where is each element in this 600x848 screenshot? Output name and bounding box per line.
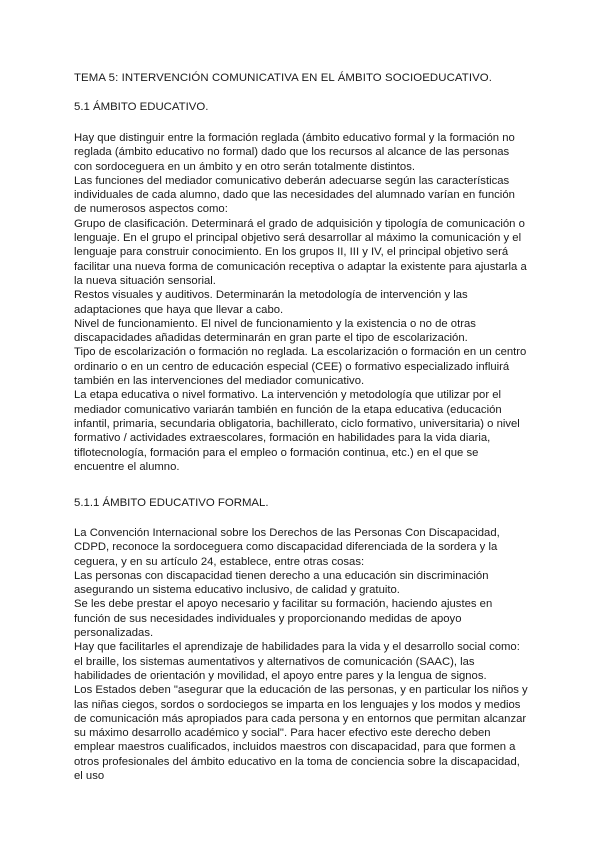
paragraph: Los Estados deben "asegurar que la educación de las personas, y en particular los niños y las niñas ciegos, sordos o sordociegos se imparta en los lenguajes y los modos y medios de comunicación más apropiados para cada persona y en entornos que permitan alcanzar su máximo desarrollo académico y social". Para hacer efectivo este derecho deben emplear maestros cualificados, incluidos maestros con discapacidad, para que formen a otros profesionales del ámbito educativo en la toma de conciencia sobre la discapacidad, el uso xyxy=(74,684,528,783)
paragraph: Tipo de escolarización o formación no reglada. La escolarización o formación en un centro ordinario o en un centro de educación especial (CEE) o formativo especializado influirá también en las intervenciones del mediador comunicativo. xyxy=(74,346,527,388)
paragraph: Nivel de funcionamiento. El nivel de funcionamiento y la existencia o no de otras discapacidades añadidas determinarán en gran parte el tipo de escolarización. xyxy=(74,317,476,345)
paragraph: La etapa educativa o nivel formativo. La intervención y metodología que utilizar por el mediador comunicativo variarán también en función de la etapa educativa (educación infantil, primaria, secundaria obligatoria, bachillerato, ciclo formativo, universitaria) o nivel formativo / actividades extraescolares, formación en habilidades para la vida diaria, tiflotecnología, formación para el empleo o formación continua, etc.) en el que se encuentre el alumno. xyxy=(74,389,520,473)
section-heading-2: 5.1.1 ÁMBITO EDUCATIVO FORMAL. xyxy=(74,497,269,509)
document-title: TEMA 5: INTERVENCIÓN COMUNICATIVA EN EL ÁMBITO SOCIOEDUCATIVO. xyxy=(74,72,493,84)
paragraph: La Convención Internacional sobre los Derechos de las Personas Con Discapacidad, CDPD, reconoce la sordoceguera como discapacidad diferenciada de la sordera y la ceguera, y en su artículo 24, establece, entre otras cosas: xyxy=(74,527,500,568)
paragraph: Grupo de clasificación. Determinará el grado de adquisición y tipología de comunicación o lenguaje. En el grupo el principal objetivo será desarrollar al máximo la comunicación y el lenguaje para construir conocimiento. En los grupos II, III y IV, el principal objetivo será facilitar una nueva forma de comunicación receptiva o adaptar la existente para ajustarla a la nueva situación sensorial. xyxy=(74,217,527,287)
paragraph: Se les debe prestar el apoyo necesario y facilitar su formación, haciendo ajustes en función de sus necesidades individuales y proporcionando medidas de apoyo personalizadas. xyxy=(74,598,493,640)
paragraph: Las funciones del mediador comunicativo deberán adecuarse según las características individuales de cada alumno, dado que las necesidades del alumnado varían en función de numerosos aspectos como: xyxy=(74,174,515,216)
paragraph: Hay que distinguir entre la formación reglada (ámbito educativo formal y la formación no reglada (ámbito educativo no formal) dado que los recursos al alcance de las personas con sordoceguera en un ámbito y en otro serán totalmente distintos. xyxy=(74,132,515,173)
section-body-2 xyxy=(74,526,530,783)
section-heading-1: 5.1 ÁMBITO EDUCATIVO. xyxy=(74,101,209,113)
section-body-1 xyxy=(74,131,530,474)
paragraph: Restos visuales y auditivos. Determinarán la metodología de intervención y las adaptaciones que haya que llevar a cabo. xyxy=(74,289,468,316)
paragraph: Las personas con discapacidad tienen derecho a una educación sin discriminación asegurando un sistema educativo inclusivo, de calidad y gratuito. xyxy=(74,569,489,597)
paragraph: Hay que facilitarles el aprendizaje de habilidades para la vida y el desarrollo social como: el braille, los sistemas aumentativos y alternativos de comunicación (SAAC), las habilidades de orientación y movilidad, el apoyo entre pares y la lengua de signos. xyxy=(74,641,520,682)
